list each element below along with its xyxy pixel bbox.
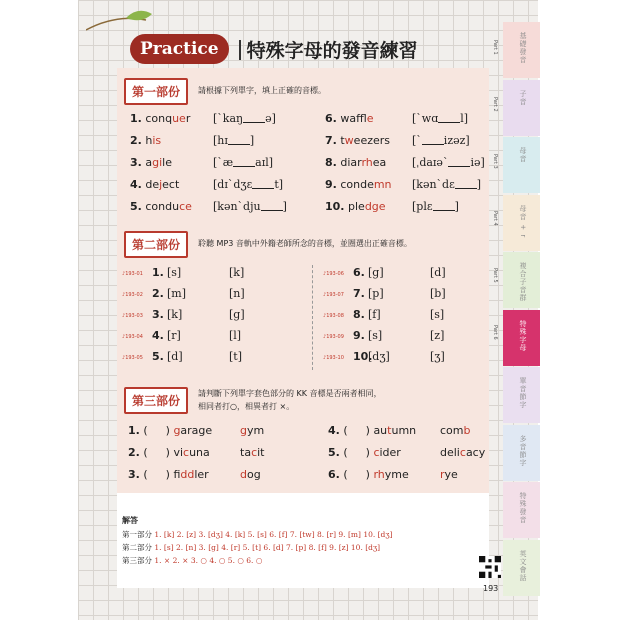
close-paren: ) <box>165 468 170 481</box>
word-part: r <box>185 112 191 125</box>
ipa-part: izəz] <box>443 134 470 147</box>
word-item <box>130 156 172 169</box>
close-paren: ) <box>165 446 170 459</box>
chapter-tab-label: 基礎發音 <box>519 32 527 64</box>
word-part: it <box>257 446 265 459</box>
chapter-tab[interactable] <box>503 482 540 538</box>
word-item <box>325 200 386 213</box>
ipa-part: [kənˋdju <box>213 200 261 213</box>
compare-word <box>240 446 265 459</box>
chapter-tab[interactable] <box>503 310 540 366</box>
item-number: 2. <box>128 446 140 459</box>
option-a: [f] <box>368 308 381 321</box>
section3-instruction <box>198 387 382 413</box>
answer-row <box>122 555 262 566</box>
answer-value: 2. [z] <box>176 530 197 539</box>
answer-value: 3. ○ <box>190 556 207 565</box>
ipa-blank <box>412 156 485 169</box>
part-marker: Part 3 <box>492 154 498 169</box>
option-a: [dʒ] <box>368 350 390 363</box>
word-highlight: ce <box>179 200 192 213</box>
answer-blank-line <box>252 178 274 189</box>
word-item <box>130 178 179 191</box>
open-paren: ( <box>143 446 148 459</box>
word-highlight: c <box>251 446 258 459</box>
word-part: ler <box>194 468 209 481</box>
chapter-tab[interactable] <box>503 22 540 78</box>
chapter-tab[interactable] <box>503 195 540 251</box>
practice-badge: Practice <box>130 34 229 64</box>
section3-label: 第三部份 <box>124 387 188 414</box>
word-part: le <box>162 156 172 169</box>
word-highlight: g <box>240 424 247 437</box>
ipa-blank <box>213 178 283 191</box>
word-part: una <box>189 446 210 459</box>
option-a: [k] <box>167 308 183 321</box>
answer-value: 9. [z] <box>329 543 349 552</box>
answer-value: 3. [dʒ] <box>198 530 223 539</box>
word-highlight: w <box>344 134 354 147</box>
item-number: 3. <box>128 468 140 481</box>
answer-value: 6. [d] <box>263 543 284 552</box>
word-part: a <box>145 156 153 169</box>
ipa-part: [ˋwɑ <box>412 112 439 125</box>
item-number: 4. <box>152 329 164 342</box>
word-highlight: c <box>459 446 466 459</box>
word-part: de <box>145 178 160 191</box>
ipa-part: aɪl] <box>255 156 274 169</box>
word-highlight: b <box>463 424 471 437</box>
section1-instruction: 請根據下列單字，填上正確的音標。 <box>198 86 326 95</box>
answer-row-label: 第二部分 <box>122 543 152 552</box>
word-highlight: g <box>173 424 181 437</box>
ipa-part: iə] <box>470 156 485 169</box>
compare-item <box>328 424 416 437</box>
ipa-part: [hɪ <box>213 134 228 147</box>
answer-value: 10. [dʒ] <box>363 530 393 539</box>
part-marker: Part 5 <box>492 268 498 283</box>
audio-track-label: ♪193-04 <box>122 334 143 340</box>
word-item <box>130 200 192 213</box>
chapter-tab-label: 多音節字 <box>519 434 527 467</box>
word-item <box>325 178 392 191</box>
word-highlight: d <box>240 468 247 481</box>
qr-code-icon <box>479 556 501 578</box>
word-highlight: rh <box>361 156 373 169</box>
chapter-tab[interactable] <box>503 540 540 596</box>
word-part: fi <box>173 468 181 481</box>
chapter-tab[interactable] <box>503 425 540 481</box>
word-part: conq <box>145 112 173 125</box>
answer-value: 6. ○ <box>246 556 263 565</box>
answer-value: 4. [k] <box>225 530 246 539</box>
chapter-tab[interactable] <box>503 367 540 423</box>
section3-instruction-line1: 請判斷下列單字套色部分的 KK 音標是否兩者相同， <box>198 389 382 398</box>
compare-item <box>328 446 401 459</box>
item-number: 1. <box>130 112 142 125</box>
compare-word <box>240 468 261 481</box>
ipa-blank <box>412 200 459 213</box>
word-highlight: j <box>159 178 163 191</box>
ipa-blank <box>412 178 481 191</box>
word-part: ider <box>379 446 401 459</box>
word-highlight: c <box>183 446 190 459</box>
item-number: 1. <box>152 266 164 279</box>
word-part: deli <box>440 446 460 459</box>
answer-row <box>122 542 380 553</box>
answer-blank-line <box>261 200 283 211</box>
option-a: [p] <box>368 287 384 300</box>
word-item <box>130 112 190 125</box>
chapter-tab-label: 單音節字 <box>519 377 527 409</box>
answers-panel <box>117 493 489 588</box>
item-number: 1. <box>128 424 140 437</box>
word-highlight: c <box>373 446 380 459</box>
answer-value: 1. [s] <box>154 543 174 552</box>
option-a: [s] <box>167 266 182 279</box>
leaf-decoration-icon <box>86 10 154 32</box>
chapter-tab-label: 複合子音群 <box>519 262 527 302</box>
word-part: yme <box>384 468 409 481</box>
item-number: 8. <box>353 308 365 321</box>
word-part: ym <box>246 424 265 437</box>
item-number: 2. <box>130 134 142 147</box>
answer-value: 4. [r] <box>221 543 241 552</box>
item-number: 7. <box>325 134 337 147</box>
ipa-blank <box>213 134 254 147</box>
word-highlight: t <box>387 424 392 437</box>
item-number: 10. <box>353 350 373 363</box>
compare-item <box>328 468 409 481</box>
header <box>130 34 418 64</box>
item-number: 3. <box>152 308 164 321</box>
word-part: condu <box>145 200 180 213</box>
word-highlight: ue <box>172 112 186 125</box>
word-part: vi <box>173 446 184 459</box>
ipa-part: [ˌdaɪəˋ <box>412 156 449 169</box>
answer-value: 8. [r] <box>317 530 337 539</box>
word-part: au <box>373 424 388 437</box>
ipa-blank <box>412 134 470 147</box>
answer-value: 5. [s] <box>247 530 267 539</box>
word-highlight: dge <box>364 200 386 213</box>
item-number: 5. <box>328 446 340 459</box>
item-number: 10. <box>325 200 345 213</box>
option-b: [n] <box>229 287 245 300</box>
audio-track-label: ♪193-10 <box>323 355 344 361</box>
page-title: 特殊字母的發音練習 <box>239 36 418 63</box>
answer-value: 2. [n] <box>176 543 197 552</box>
option-a: [s] <box>368 329 383 342</box>
word-item <box>130 134 161 147</box>
word-part: og <box>246 468 261 481</box>
word-item <box>325 112 374 125</box>
word-part: ect <box>162 178 180 191</box>
answer-value: 10. [dʒ] <box>350 543 381 552</box>
section1-label: 第一部份 <box>124 78 188 105</box>
item-number: 6. <box>353 266 365 279</box>
chapter-tab-label: 英文會話 <box>519 549 527 582</box>
option-b: [ʒ] <box>430 350 445 363</box>
option-b: [d] <box>430 266 446 279</box>
word-part: waf <box>340 112 367 125</box>
close-paren: ) <box>365 424 370 437</box>
ipa-part: [ˋkaŋ <box>213 112 244 125</box>
item-number: 7. <box>353 287 365 300</box>
word-item <box>325 156 386 169</box>
answer-blank-line <box>243 112 265 123</box>
compare-word <box>240 424 264 437</box>
chapter-tab-label: 母音 <box>519 147 527 163</box>
ipa-blank <box>213 156 273 169</box>
open-paren: ( <box>143 424 148 437</box>
answer-row-label: 第一部分 <box>122 530 152 539</box>
answer-value: 7. [p] <box>286 543 307 552</box>
compare-word <box>440 424 470 437</box>
audio-track-label: ♪193-03 <box>122 313 143 319</box>
chapter-tab[interactable] <box>503 137 540 193</box>
ipa-part: t] <box>274 178 284 191</box>
word-part: ye <box>444 468 458 481</box>
section2-divider <box>312 265 313 370</box>
item-number: 3. <box>130 156 142 169</box>
ipa-part: ] <box>454 200 459 213</box>
word-part: umn <box>391 424 417 437</box>
answer-value: 6. [f] <box>269 530 288 539</box>
item-number: 6. <box>325 112 337 125</box>
option-a: [r] <box>167 329 181 342</box>
option-b: [l] <box>229 329 242 342</box>
audio-track-label: ♪193-07 <box>323 292 344 298</box>
ipa-part: l] <box>460 112 469 125</box>
option-b: [s] <box>430 308 445 321</box>
close-paren: ) <box>365 468 370 481</box>
item-number: 9. <box>325 178 337 191</box>
answers-title: 解答 <box>122 516 138 525</box>
section2-label: 第二部份 <box>124 231 188 258</box>
chapter-tab[interactable] <box>503 252 540 308</box>
item-number: 4. <box>328 424 340 437</box>
ipa-part: ] <box>476 178 482 191</box>
audio-track-label: ♪193-01 <box>122 271 143 277</box>
audio-track-label: ♪193-09 <box>323 334 344 340</box>
open-paren: ( <box>143 468 148 481</box>
item-number: 2. <box>152 287 164 300</box>
open-paren: ( <box>343 446 348 459</box>
option-b: [g] <box>229 308 245 321</box>
answer-row-label: 第三部分 <box>122 556 152 565</box>
option-a: [g] <box>368 266 384 279</box>
word-part: ta <box>240 446 252 459</box>
item-number: 8. <box>325 156 337 169</box>
audio-track-label: ♪193-02 <box>122 292 143 298</box>
open-paren: ( <box>343 424 348 437</box>
ipa-part: ə] <box>265 112 276 125</box>
word-part: ple <box>348 200 365 213</box>
answer-value: 4. ○ <box>209 556 226 565</box>
ipa-part: [ˋ <box>412 134 422 147</box>
answer-blank-line <box>233 156 255 167</box>
item-number: 6. <box>328 468 340 481</box>
part-marker: Part 4 <box>492 211 498 226</box>
option-b: [k] <box>229 266 245 279</box>
answer-value: 9. [m] <box>338 530 361 539</box>
answer-value: 2. × <box>172 556 189 565</box>
answer-blank-line <box>455 178 477 189</box>
answer-blank-line <box>448 156 470 167</box>
close-paren: ) <box>365 446 370 459</box>
answer-value: 5. [t] <box>242 543 262 552</box>
word-part: arage <box>180 424 213 437</box>
word-part: diar <box>340 156 362 169</box>
audio-track-label: ♪193-08 <box>323 313 344 319</box>
word-part: com <box>440 424 464 437</box>
answer-value: 5. ○ <box>227 556 244 565</box>
word-highlight: dd <box>180 468 195 481</box>
answer-value: 7. [tw] <box>289 530 315 539</box>
word-part: acy <box>465 446 486 459</box>
option-a: [m] <box>167 287 187 300</box>
word-part: conde <box>340 178 374 191</box>
word-highlight: r <box>440 468 445 481</box>
compare-item <box>128 446 210 459</box>
answer-blank-line <box>422 134 444 145</box>
ipa-part: [ˋæ <box>213 156 234 169</box>
part-marker: Part 6 <box>492 325 498 340</box>
word-part: eezers <box>353 134 391 147</box>
compare-item <box>128 424 212 437</box>
option-a: [d] <box>167 350 183 363</box>
compare-word <box>440 468 458 481</box>
ipa-blank <box>213 200 287 213</box>
word-highlight: rh <box>373 468 385 481</box>
ipa-part: [plɛ <box>412 200 433 213</box>
close-paren: ) <box>165 424 170 437</box>
audio-track-label: ♪193-06 <box>323 271 344 277</box>
answer-value: 1. [k] <box>154 530 175 539</box>
option-b: [t] <box>229 350 243 363</box>
ipa-blank <box>213 112 276 125</box>
option-b: [z] <box>430 329 445 342</box>
answer-value: 3. [g] <box>198 543 219 552</box>
chapter-tab[interactable] <box>503 80 540 136</box>
answer-blank-line <box>438 112 460 123</box>
word-item <box>325 134 390 147</box>
word-highlight: fle <box>366 112 374 125</box>
item-number: 5. <box>152 350 164 363</box>
audio-track-label: ♪193-05 <box>122 355 143 361</box>
word-part: t <box>340 134 345 147</box>
section3-instruction-line2: 相同者打○，相異者打 ×。 <box>198 402 295 411</box>
part-marker: Part 1 <box>492 40 498 55</box>
answer-blank-line <box>433 200 455 211</box>
option-b: [b] <box>430 287 446 300</box>
part-marker: Part 2 <box>492 97 498 112</box>
item-number: 4. <box>130 178 142 191</box>
item-number: 5. <box>130 200 142 213</box>
compare-word <box>440 446 485 459</box>
ipa-part: ] <box>249 134 255 147</box>
word-highlight: gi <box>152 156 163 169</box>
open-paren: ( <box>343 468 348 481</box>
chapter-tab-label: 母音 + r <box>519 204 527 238</box>
chapter-tab-label: 子音 <box>519 89 527 106</box>
chapter-tab-label: 特殊字母 <box>519 319 527 352</box>
section2-instruction: 聆聽 MP3 音軌中外籍老師所念的音標，並圈選出正確音標。 <box>198 239 412 248</box>
chapter-tab-label: 特殊發音 <box>519 492 527 524</box>
answer-value: 8. [f] <box>308 543 327 552</box>
word-part: h <box>145 134 153 147</box>
item-number: 9. <box>353 329 365 342</box>
ipa-part: ] <box>282 200 287 213</box>
answer-blank-line <box>228 134 250 145</box>
answer-value: 1. × <box>154 556 171 565</box>
word-highlight: is <box>152 134 162 147</box>
compare-item <box>128 468 209 481</box>
word-part: ea <box>372 156 387 169</box>
ipa-blank <box>412 112 468 125</box>
page-number: 193 <box>483 584 499 593</box>
word-highlight: mn <box>373 178 392 191</box>
ipa-part: [dɪˋdʒɛ <box>213 178 253 191</box>
ipa-part: [kənˋdɛ <box>412 178 455 191</box>
answer-row <box>122 529 393 540</box>
